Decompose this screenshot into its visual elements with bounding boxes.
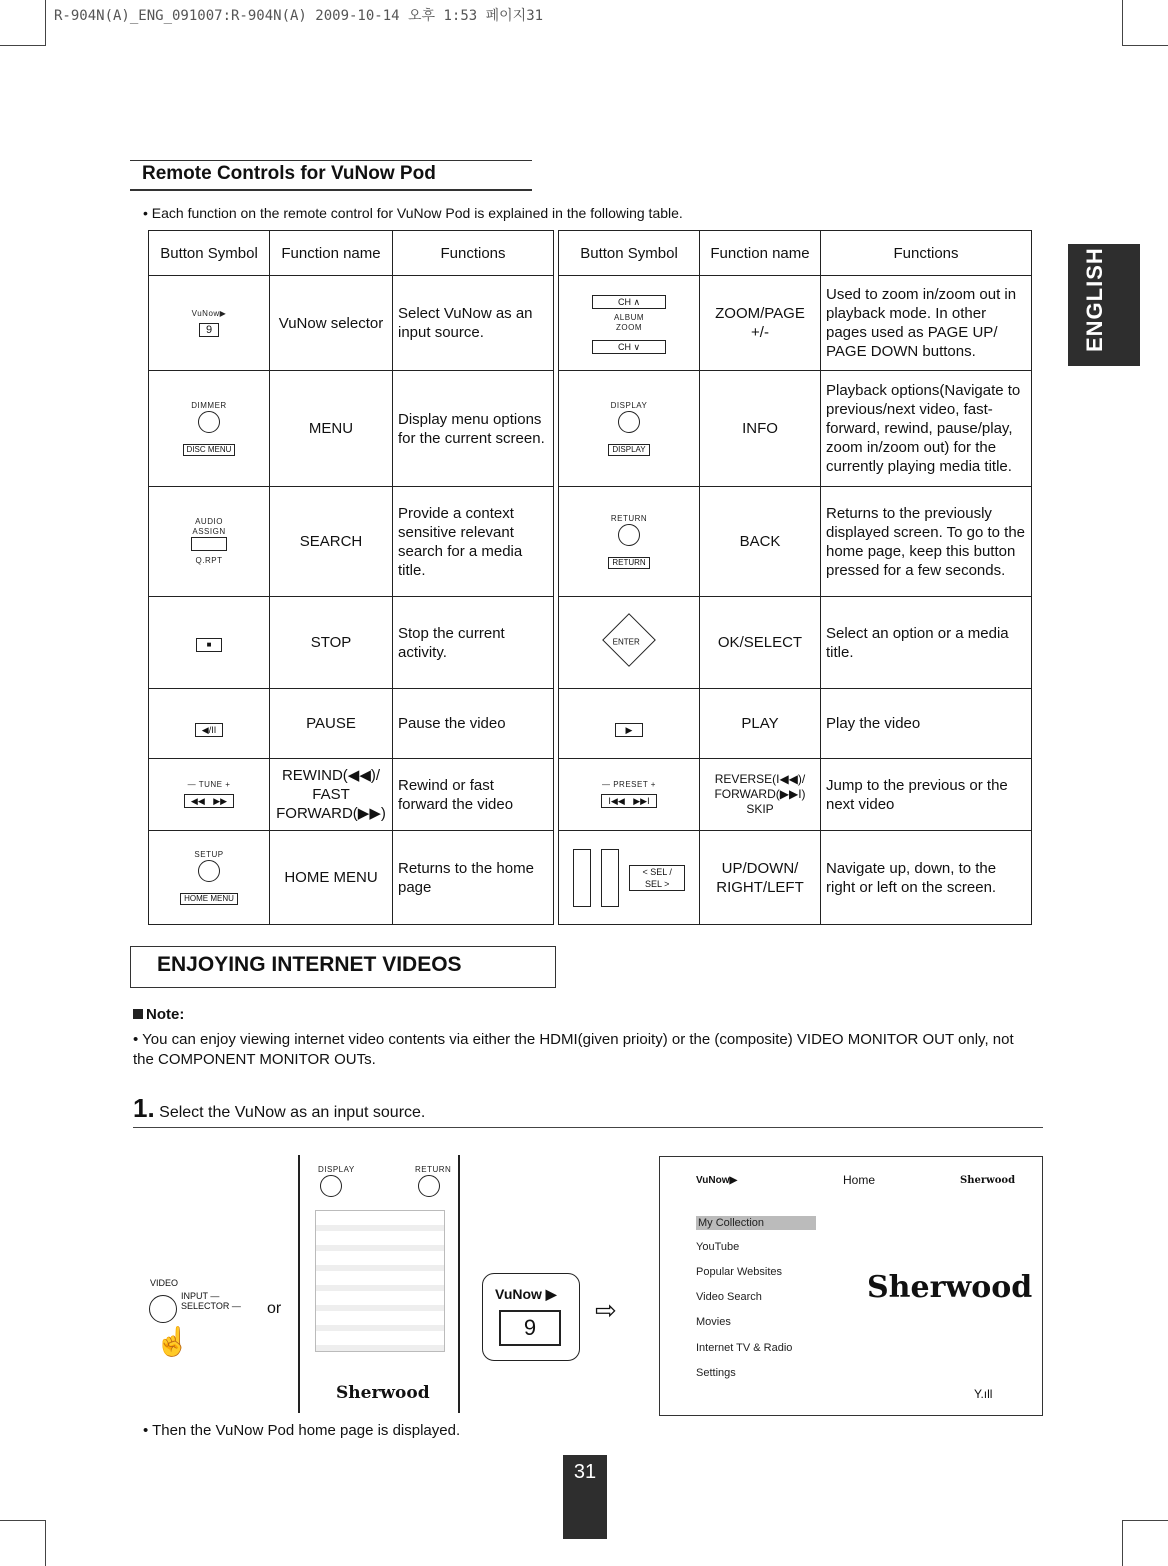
table-row [149,831,1032,925]
menu-item[interactable]: Movies [696,1316,731,1328]
function-name: STOP [270,597,393,689]
button-symbol: DISPLAY DISPLAY [559,371,700,487]
vunow-9-button: 9 [499,1310,561,1346]
function-name: ZOOM/PAGE +/- [700,276,821,371]
function-desc: Used to zoom in/zoom out in playback mode. In other pages used as PAGE UP/ PAGE DOWN buttons. [821,276,1032,371]
down-button-icon [601,849,619,907]
table-row [149,689,1032,759]
menu-item[interactable]: Popular Websites [696,1266,783,1278]
crop-mark [1122,1520,1123,1566]
function-desc: Play the video [821,689,1032,759]
button-symbol: DIMMER DISC MENU [149,371,270,487]
menu-item[interactable]: My Collection [696,1216,816,1230]
section-title-internet-videos: ENJOYING INTERNET VIDEOS [130,946,556,988]
function-desc: Rewind or fast forward the video [393,759,554,831]
square-button-icon [191,537,227,551]
function-desc: Select VuNow as an input source. [393,276,554,371]
remote-body: DISPLAY RETURN Sherwood [298,1155,460,1413]
crop-mark [45,1520,46,1566]
return-button-icon [418,1175,440,1197]
note-heading: Note: [133,1006,184,1023]
function-desc: Jump to the previous or the next video [821,759,1032,831]
function-name: REVERSE(I◀◀)/ FORWARD(▶▶I) SKIP [700,759,821,831]
function-name: SEARCH [270,487,393,597]
table-header: Function name [270,231,393,276]
divider [133,1127,1043,1128]
button-symbol: SETUP HOME MENU [149,831,270,925]
menu-item[interactable]: Settings [696,1367,736,1379]
section-title: Remote Controls for VuNow Pod [130,160,532,191]
crop-mark [45,0,46,46]
table-row [149,597,1032,689]
function-desc: Playback options(Navigate to previous/next video, fast-forward, rewind, pause/play, zoom in/zoom out) for the currently playing media title. [821,371,1032,487]
page-header: R-904N(A)_ENG_091007:R-904N(A) 2009-10-14 오후 1:53 페이지31 [54,8,544,24]
table-header: Functions [393,231,554,276]
function-desc: Provide a context sensitive relevant search for a media title. [393,487,554,597]
button-symbol: ■ [149,597,270,689]
crop-mark [1122,0,1123,46]
menu-item[interactable]: Video Search [696,1291,762,1303]
function-name: PLAY [700,689,821,759]
function-name: VuNow selector [270,276,393,371]
brand-logo: Sherwood [867,1270,1033,1305]
hand-pointer-icon: ☝ [155,1326,190,1357]
table-header: Button Symbol [149,231,270,276]
arrow-right-icon: ⇨ [595,1295,617,1325]
function-desc: Returns to the previously displayed screen. To go to the home page, keep this button pressed for a few seconds. [821,487,1032,597]
remote-functions-table [148,230,1032,925]
menu-item[interactable]: YouTube [696,1241,740,1253]
function-name: BACK [700,487,821,597]
button-symbol: VuNow▶ 9 [149,276,270,371]
function-name: PAUSE [270,689,393,759]
crop-mark [0,45,46,46]
crop-mark [1122,1520,1168,1521]
intro-text: • Each function on the remote control for VuNow Pod is explained in the following table. [143,205,683,221]
function-desc: Navigate up, down, to the right or left on the screen. [821,831,1032,925]
page-number: 31 [563,1455,607,1539]
round-button-icon [618,411,640,433]
function-desc: Returns to the home page [393,831,554,925]
function-desc: Pause the video [393,689,554,759]
button-symbol: — TUNE + ◀◀ ▶▶ [149,759,270,831]
button-symbol: ▶ [559,689,700,759]
table-row [149,371,1032,487]
table-header-row [149,231,1032,276]
signal-icon: Y.ıll [974,1387,993,1401]
function-name: HOME MENU [270,831,393,925]
table-header: Function name [700,231,821,276]
table-header: Button Symbol [559,231,700,276]
round-button-icon [198,860,220,882]
button-symbol: CH ∧ ALBUM ZOOM CH ∨ [559,276,700,371]
input-selector-button-icon [149,1295,177,1323]
enter-diamond-icon: ENTER [602,613,656,667]
button-symbol: RETURN RETURN [559,487,700,597]
function-name: INFO [700,371,821,487]
table-header: Functions [821,231,1032,276]
then-text: • Then the VuNow Pod home page is displayed. [143,1422,461,1439]
function-desc: Display menu options for the current screen. [393,371,554,487]
crop-mark [0,1520,46,1521]
function-desc: Stop the current activity. [393,597,554,689]
round-button-icon [618,524,640,546]
function-desc: Select an option or a media title. [821,597,1032,689]
button-symbol [559,597,700,689]
square-bullet-icon [133,1009,143,1019]
table-row [149,487,1032,597]
remote-keypad [315,1210,445,1352]
round-button-icon [198,411,220,433]
crop-mark [1122,45,1168,46]
remote-illustration: VIDEO INPUT — SELECTOR — ☝ or DISPLAY RETURN Sherwood VuNow ▶ 9 ⇨ [145,1155,645,1415]
table-row [149,276,1032,371]
english-tab: ENGLISH [1068,244,1140,366]
function-name: REWIND(◀◀)/ FAST FORWARD(▶▶) [270,759,393,831]
vunow-home-screen: VuNow▶ Home Sherwood My Collection YouTube Popular Websites Video Search Movies Internet TV & Radio Settings Sherwood Y.ıll [659,1156,1043,1416]
menu-item[interactable]: Internet TV & Radio [696,1342,793,1354]
button-symbol: AUDIO ASSIGN Q.RPT [149,487,270,597]
function-name: UP/DOWN/ RIGHT/LEFT [700,831,821,925]
button-symbol: < SEL / SEL > [559,831,700,925]
step-1: 1. Select the VuNow as an input source. [133,1093,426,1123]
note-text: • You can enjoy viewing internet video contents via either the HDMI(given prioity) or the (composite) VIDEO MONITOR OUT only, not the COMPONENT MONITOR OUTs. [133,1031,1014,1068]
display-button-icon [320,1175,342,1197]
up-button-icon [573,849,591,907]
function-name: MENU [270,371,393,487]
button-symbol: ◀/II [149,689,270,759]
vunow-callout: VuNow ▶ 9 [482,1273,580,1361]
function-name: OK/SELECT [700,597,821,689]
table-row [149,759,1032,831]
button-symbol: — PRESET + I◀◀ ▶▶I [559,759,700,831]
